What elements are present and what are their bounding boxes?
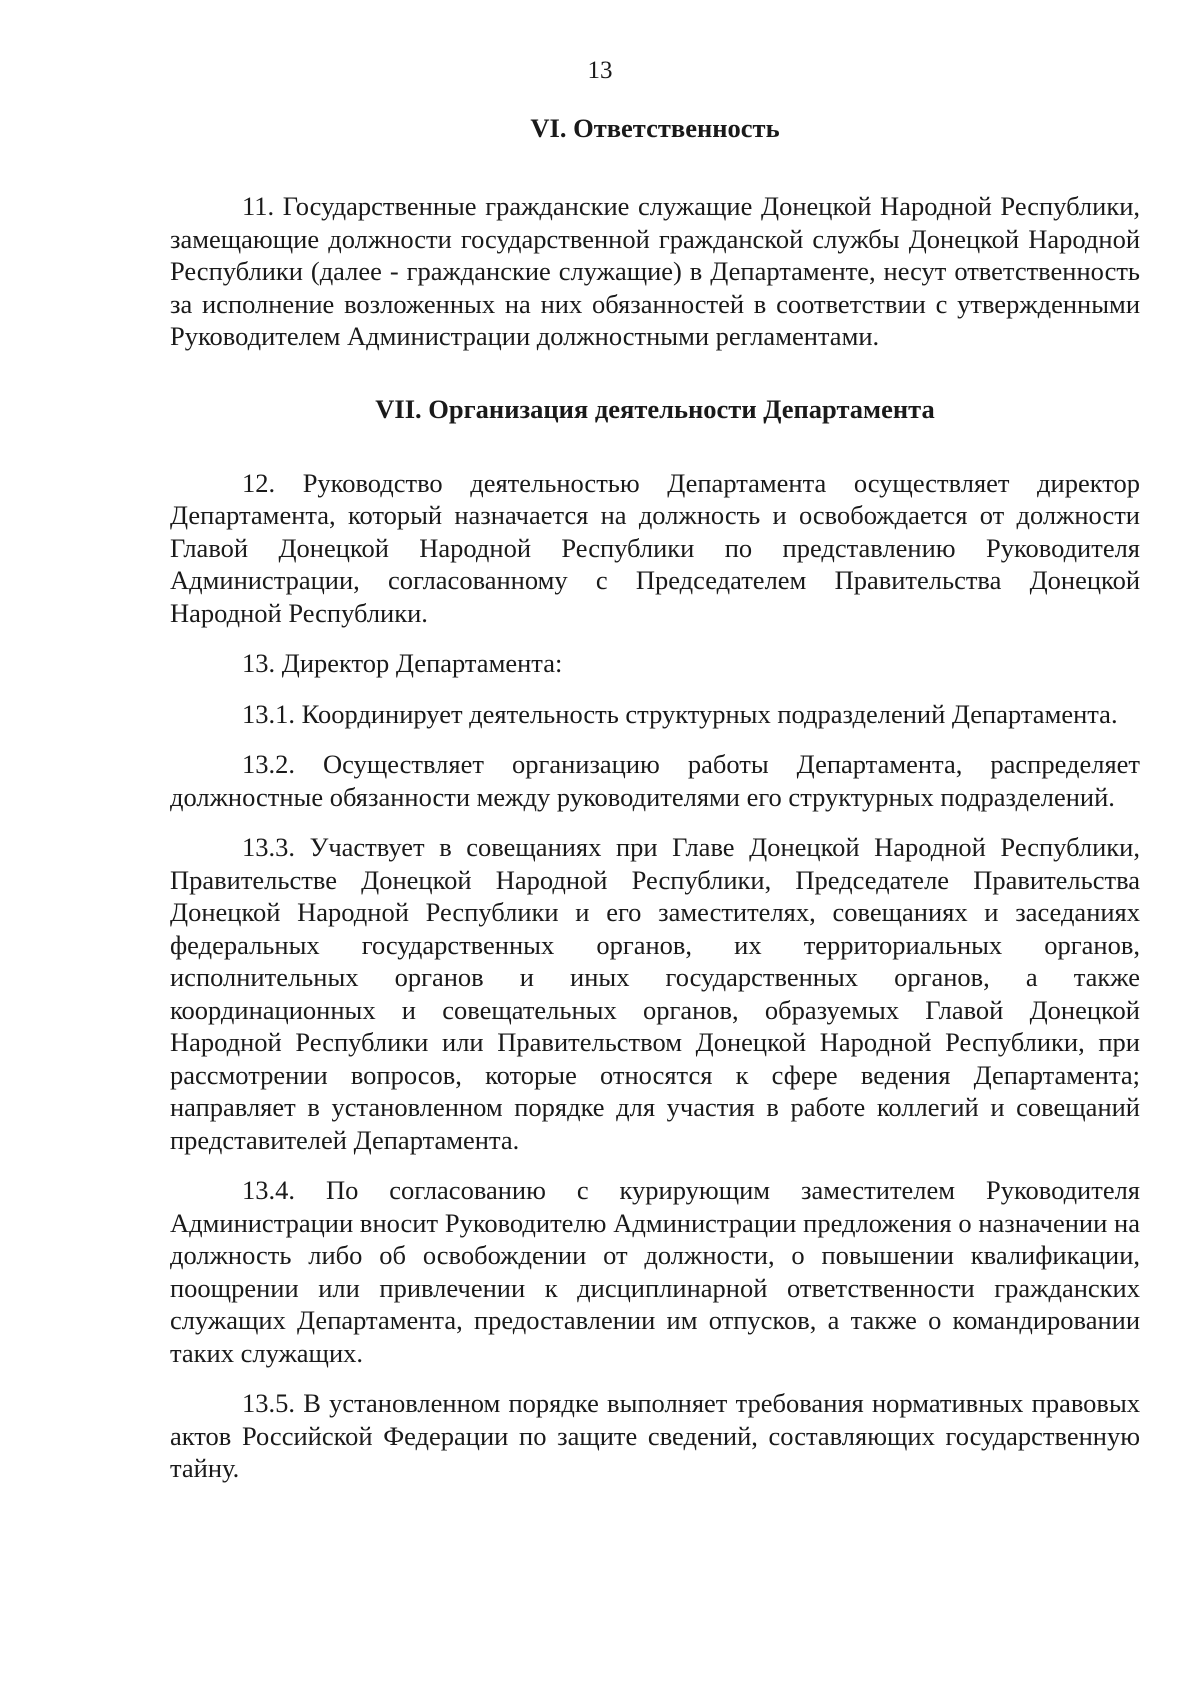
paragraph-12: 12. Руководство деятельностью Департамента осуществляет директор Департамента, который назначается на должность и освобождается от должности Главой Донецкой Народной Республики по представлению Руководителя Администрации, согласованному с Председателем Правительства Донецкой Народной Республики. <box>170 467 1140 628</box>
paragraph-13-2: 13.2. Осуществляет организацию работы Департамента, распределяет должностные обязанности между руководителями его структурных подразделений. <box>170 749 1140 812</box>
paragraph-13: 13. Директор Департамента: <box>242 648 563 678</box>
page-number: 13 <box>587 57 613 84</box>
section-7-heading: VII. Организация деятельности Департамента <box>375 393 935 424</box>
document-body <box>170 112 1140 1485</box>
paragraph-13-4: 13.4. По согласованию с курирующим заместителем Руководителя Администрации вносит Руководителю Администрации предложения о назначении на должность либо об освобождении от должности, о повышении квалификации, поощрении или привлечении к дисциплинарной ответственности гражданских служащих Департамента, предоставлении им отпусков, а также о командировании таких служащих. <box>170 1175 1140 1368</box>
paragraph-13-3: 13.3. Участвует в совещаниях при Главе Донецкой Народной Республики, Правительстве Донецкой Народной Республики, Председателе Правительства Донецкой Народной Республики и его заместителях, совещаниях и заседаниях федеральных государственных органов, их территориальных органов, исполнительных органов и иных государственных органов, а также координационных и совещательных органов, образуемых Главой Донецкой Народной Республики или Правительством Донецкой Народной Республики, при рассмотрении вопросов, которые относятся к сфере ведения Департамента; направляет в установленном порядке для участия в работе коллегий и совещаний представителей Департамента. <box>170 832 1140 1155</box>
section-6-heading: VI. Ответственность <box>530 113 780 143</box>
paragraph-13-5: 13.5. В установленном порядке выполняет требования нормативных правовых актов Российской Федерации по защите сведений, составляющих государственную тайну. <box>170 1388 1140 1483</box>
paragraph-13-1: 13.1. Координирует деятельность структурных подразделений Департамента. <box>242 698 1118 729</box>
paragraph-11: 11. Государственные гражданские служащие Донецкой Народной Республики, замещающие должности государственной гражданской службы Донецкой Народной Республики (далее - гражданские служащие) в Департаменте, несут ответственность за исполнение возложенных на них обязанностей в соответствии с утвержденными Руководителем Администрации должностными регламентами. <box>170 191 1140 351</box>
